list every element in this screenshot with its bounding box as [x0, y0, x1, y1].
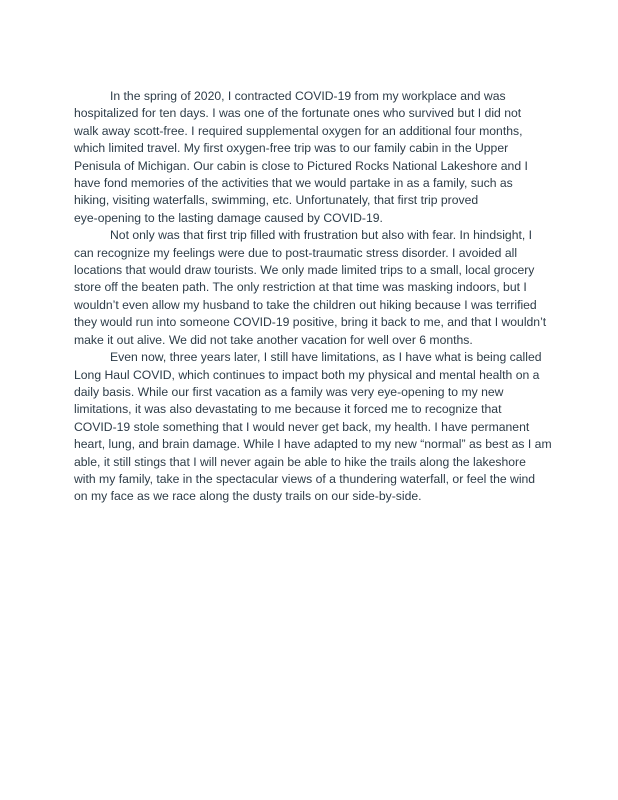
paragraph-line: eye-opening to the lasting damage caused by COVID-19.	[74, 210, 383, 225]
paragraph-line: Long Haul COVID, which continues to impact both my physical and mental health on a	[74, 367, 540, 382]
paragraph-line: heart, lung, and brain damage. While I have adapted to my new “normal” as best as I am	[74, 437, 552, 452]
paragraph-line: on my face as we race along the dusty trails on our side-by-side.	[74, 489, 422, 504]
paragraph-line: Even now, three years later, I still have limitations, as I have what is being called	[110, 350, 542, 365]
paragraph-line: hospitalized for ten days. I was one of the fortunate ones who survived but I did not	[74, 106, 522, 121]
paragraph-line: they would run into someone COVID-19 positive, bring it back to me, and that I wouldn’t	[74, 315, 547, 330]
paragraph-line: with my family, take in the spectacular views of a thundering waterfall, or feel the wind	[74, 471, 536, 486]
paragraph-line: locations that would draw tourists. We only made limited trips to a small, local grocery	[74, 263, 535, 278]
paragraph-line: In the spring of 2020, I contracted COVID-19 from my workplace and was	[110, 89, 506, 103]
paragraph-line: which limited travel. My first oxygen-free trip was to our family cabin in the Upper	[74, 141, 509, 156]
paragraph-line: hiking, visiting waterfalls, swimming, etc. Unfortunately, that first trip proved	[74, 193, 479, 208]
paragraph-line: Not only was that first trip filled with frustration but also with fear. In hindsight, I	[110, 228, 533, 243]
paragraph-line: limitations, it was also devastating to me because it forced me to recognize that	[74, 402, 502, 417]
paragraph-line: COVID-19 stole something that I would never get back, my health. I have permanent	[74, 419, 530, 434]
paragraph-1	[74, 88, 554, 227]
paragraph-line: wouldn’t even allow my husband to take the children out hiking because I was terrified	[74, 297, 537, 312]
paragraph-line: have fond memories of the activities that we would partake in as a family, such as	[74, 176, 513, 191]
paragraph-2	[74, 227, 554, 349]
paragraph-3	[74, 349, 554, 506]
paragraph-line: store off the beaten path. The only restriction at that time was masking indoors, but I	[74, 280, 527, 295]
paragraph-line: able, it still stings that I will never again be able to hike the trails along the lakeshore	[74, 454, 526, 469]
essay-body	[74, 88, 554, 506]
paragraph-line: make it out alive. We did not take another vacation for well over 6 months.	[74, 332, 473, 347]
paragraph-line: can recognize my feelings were due to post-traumatic stress disorder. I avoided all	[74, 245, 518, 260]
paragraph-line: daily basis. While our first vacation as a family was very eye-opening to my new	[74, 384, 504, 399]
paragraph-line: Penisula of Michigan. Our cabin is close to Pictured Rocks National Lakeshore and I	[74, 158, 528, 173]
paragraph-line: walk away scott-free. I required supplemental oxygen for an additional four months,	[74, 123, 523, 138]
